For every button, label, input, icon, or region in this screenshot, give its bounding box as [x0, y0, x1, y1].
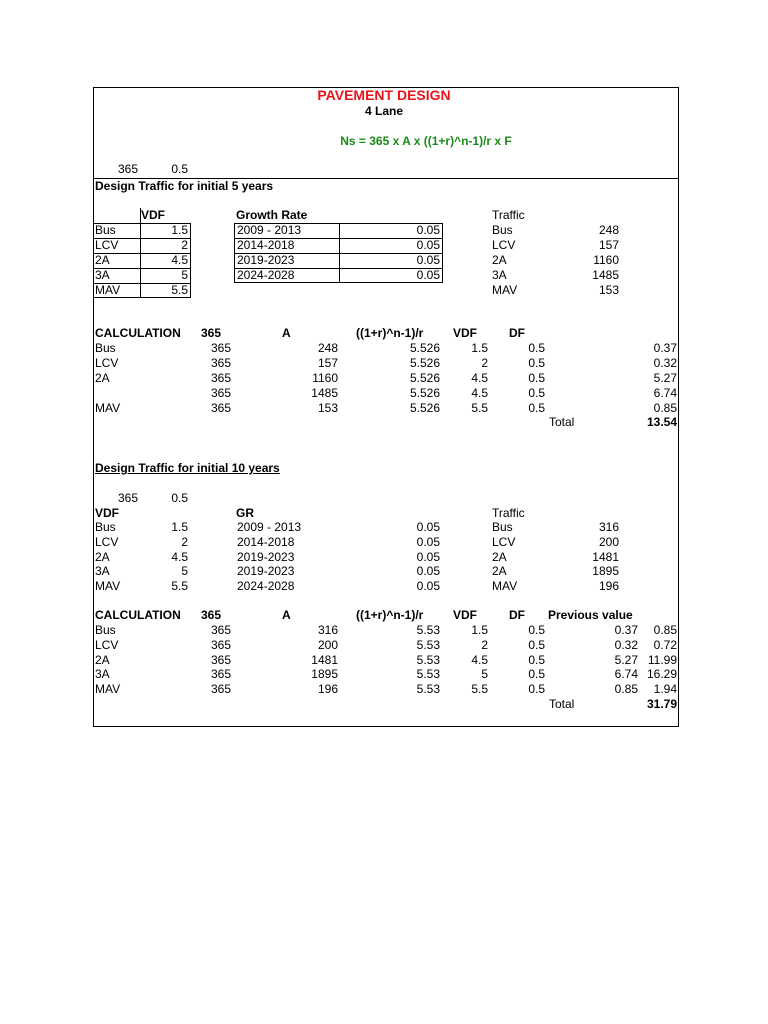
calc-row-vdf: 5.5 — [471, 401, 488, 415]
traffic-value: 1485 — [592, 268, 619, 282]
calc-row-a: 153 — [317, 401, 338, 415]
calc-row-days: 365 — [210, 623, 231, 637]
calc-row-a: 196 — [317, 682, 338, 696]
calc-row-label: 2A — [95, 371, 110, 385]
vdf-value: 4.5 — [171, 550, 188, 564]
vdf-value: 2 — [181, 535, 188, 549]
calc-row-days: 365 — [210, 401, 231, 415]
calc-row-label: Bus — [95, 623, 116, 637]
calc-row-df: 0.5 — [528, 401, 545, 415]
traffic-label: Bus — [492, 223, 513, 237]
calc-header-a: A — [282, 608, 291, 622]
vdf-value: 1.5 — [171, 223, 188, 237]
section-heading-10yr: Design Traffic for initial 10 years — [95, 461, 280, 475]
calc-row-label: LCV — [95, 638, 119, 652]
calc-header-previous-value: Previous value — [548, 608, 633, 622]
vdf-value: 5 — [181, 268, 188, 282]
calc-row-a: 1160 — [312, 371, 338, 385]
vdf-value: 2 — [181, 238, 188, 252]
total-value-5yr: 13.54 — [646, 415, 677, 429]
calc-row-df: 0.5 — [528, 682, 545, 696]
traffic-label: 2A — [492, 253, 507, 267]
header-days-value: 365 — [117, 162, 138, 176]
calc-row-days: 365 — [210, 682, 231, 696]
vdf-header-10yr: VDF — [95, 506, 119, 520]
total-label-10yr: Total — [549, 697, 575, 711]
calc-row-result: 0.85 — [653, 401, 677, 415]
traffic-value: 1481 — [592, 550, 619, 564]
gr-header-10yr: GR — [236, 506, 254, 520]
section-heading-5yr: Design Traffic for initial 5 years — [95, 179, 274, 193]
growth-rate-value: 0.05 — [416, 535, 440, 549]
traffic-header-5yr: Traffic — [492, 208, 525, 222]
calc-row-vdf: 4.5 — [471, 653, 488, 667]
calc-row-factor: 5.526 — [409, 371, 440, 385]
growth-period: 2009 - 2013 — [237, 223, 302, 237]
total-label-5yr: Total — [549, 415, 575, 429]
calc-row-factor: 5.53 — [416, 682, 440, 696]
calc-header-factor: ((1+r)^n-1)/r — [356, 326, 424, 340]
traffic-value: 1160 — [593, 253, 619, 267]
calc-row-days: 365 — [210, 667, 231, 681]
formula-text: Ns = 365 x A x ((1+r)^n-1)/r x F — [340, 134, 512, 148]
traffic-label: 2A — [492, 550, 507, 564]
growth-rate-header-5yr: Growth Rate — [236, 208, 308, 222]
calc-header-a: A — [282, 326, 291, 340]
vdf-header-5yr: VDF — [141, 208, 165, 222]
calc-row-result: 16.29 — [646, 667, 677, 681]
calc-row-previous: 6.74 — [614, 667, 638, 681]
calc-row-factor: 5.53 — [416, 653, 440, 667]
vdf-label: Bus — [95, 520, 116, 534]
calc-row-label: MAV — [95, 682, 121, 696]
calc-header-days: 365 — [201, 326, 222, 340]
calc-row-days: 365 — [210, 386, 231, 400]
calc-row-vdf: 4.5 — [471, 371, 488, 385]
page-subtitle: 4 Lane — [364, 104, 403, 118]
growth-rate-value: 0.05 — [416, 520, 440, 534]
calc-row-a: 248 — [317, 341, 338, 355]
calc-row-factor: 5.526 — [409, 386, 440, 400]
calc-row-result: 0.32 — [653, 356, 677, 370]
calc-row-df: 0.5 — [528, 356, 545, 370]
growth-period: 2019-2023 — [237, 550, 295, 564]
traffic-label: LCV — [492, 535, 516, 549]
calc-row-label: 3A — [95, 667, 110, 681]
calc-row-a: 200 — [317, 638, 338, 652]
traffic-label: MAV — [492, 283, 518, 297]
calc-row-label: Bus — [95, 341, 116, 355]
calc-row-factor: 5.53 — [416, 667, 440, 681]
calc-row-result: 11.99 — [647, 653, 677, 667]
growth-period: 2014-2018 — [237, 535, 295, 549]
vdf-value: 1.5 — [171, 520, 188, 534]
calc-row-factor: 5.526 — [409, 401, 440, 415]
calc-row-previous: 0.32 — [614, 638, 638, 652]
vdf-label: MAV — [95, 579, 121, 593]
growth-rate-value: 0.05 — [416, 550, 440, 564]
calc-row-days: 365 — [210, 371, 231, 385]
calc-row-vdf: 2 — [481, 638, 488, 652]
calc-row-vdf: 1.5 — [471, 623, 488, 637]
calc-row-result: 6.74 — [653, 386, 677, 400]
calc-header-factor: ((1+r)^n-1)/r — [356, 608, 424, 622]
calc-row-result: 0.72 — [653, 638, 677, 652]
s10-days-value: 365 — [117, 491, 138, 505]
traffic-value: 248 — [598, 223, 619, 237]
growth-rate-value: 0.05 — [416, 564, 440, 578]
traffic-label: Bus — [492, 520, 513, 534]
traffic-value: 157 — [598, 238, 619, 252]
calc-row-result: 1.94 — [653, 682, 677, 696]
traffic-value: 200 — [598, 535, 619, 549]
growth-period: 2024-2028 — [237, 579, 295, 593]
traffic-label: MAV — [492, 579, 518, 593]
calc-row-result: 0.37 — [653, 341, 677, 355]
growth-period: 2024-2028 — [237, 268, 295, 282]
calc-row-a: 1485 — [311, 386, 338, 400]
calc-row-days: 365 — [210, 356, 231, 370]
growth-rate-value: 0.05 — [416, 223, 440, 237]
calc-row-a: 316 — [317, 623, 338, 637]
calc-row-a: 157 — [317, 356, 338, 370]
calc-row-days: 365 — [210, 653, 231, 667]
calc-row-previous: 5.27 — [614, 653, 638, 667]
calc-row-days: 365 — [210, 341, 231, 355]
calc-row-vdf: 5 — [481, 667, 488, 681]
growth-period: 2009 - 2013 — [237, 520, 302, 534]
s10-df-value: 0.5 — [171, 491, 188, 505]
vdf-value: 5 — [181, 564, 188, 578]
vdf-label: 2A — [95, 253, 110, 267]
calc-row-label: LCV — [95, 356, 119, 370]
traffic-label: LCV — [492, 238, 516, 252]
calc-row-result: 5.27 — [653, 371, 677, 385]
calc-row-factor: 5.53 — [416, 623, 440, 637]
vdf-label: LCV — [95, 535, 119, 549]
growth-rate-value: 0.05 — [416, 238, 440, 252]
calc-row-df: 0.5 — [528, 341, 545, 355]
calc-row-df: 0.5 — [528, 623, 545, 637]
traffic-value: 196 — [598, 579, 619, 593]
calc-header-days: 365 — [201, 608, 222, 622]
vdf-label: 3A — [95, 268, 110, 282]
growth-rate-value: 0.05 — [416, 253, 440, 267]
vdf-label: MAV — [95, 283, 121, 297]
calc-row-factor: 5.53 — [416, 638, 440, 652]
vdf-label: 2A — [95, 550, 110, 564]
calc-header-label: CALCULATION — [95, 608, 181, 622]
traffic-label: 3A — [492, 268, 507, 282]
traffic-value: 1895 — [592, 564, 619, 578]
calc-row-vdf: 1.5 — [471, 341, 488, 355]
traffic-value: 153 — [598, 283, 619, 297]
growth-period: 2019-2023 — [237, 253, 295, 267]
calc-row-previous: 0.85 — [614, 682, 638, 696]
calc-row-a: 1895 — [311, 667, 338, 681]
vdf-value: 5.5 — [171, 579, 188, 593]
calc-row-days: 365 — [210, 638, 231, 652]
calc-row-vdf: 5.5 — [471, 682, 488, 696]
calc-row-result: 0.85 — [653, 623, 677, 637]
calc-row-vdf: 4.5 — [471, 386, 488, 400]
traffic-value: 316 — [598, 520, 619, 534]
calc-header-df: DF — [509, 326, 525, 340]
calc-row-df: 0.5 — [528, 371, 545, 385]
vdf-value: 4.5 — [171, 253, 188, 267]
page-title: PAVEMENT DESIGN — [317, 87, 451, 103]
calc-header-vdf: VDF — [453, 608, 477, 622]
calc-row-df: 0.5 — [528, 386, 545, 400]
calc-row-df: 0.5 — [528, 638, 545, 652]
vdf-value: 5.5 — [171, 283, 188, 297]
calc-row-a: 1481 — [311, 653, 338, 667]
growth-period: 2019-2023 — [237, 564, 295, 578]
total-value-10yr: 31.79 — [646, 697, 677, 711]
calc-row-previous: 0.37 — [614, 623, 638, 637]
vdf-label: 3A — [95, 564, 110, 578]
calc-row-label: MAV — [95, 401, 121, 415]
calc-header-label: CALCULATION — [95, 326, 181, 340]
calc-row-df: 0.5 — [528, 653, 545, 667]
calc-header-df: DF — [509, 608, 525, 622]
traffic-label: 2A — [492, 564, 507, 578]
calc-row-factor: 5.526 — [409, 341, 440, 355]
calc-row-factor: 5.526 — [409, 356, 440, 370]
traffic-header-10yr: Traffic — [492, 506, 525, 520]
growth-rate-value: 0.05 — [416, 268, 440, 282]
vdf-label: Bus — [95, 223, 116, 237]
header-df-value: 0.5 — [171, 162, 188, 176]
calc-row-vdf: 2 — [481, 356, 488, 370]
calc-row-label: 2A — [95, 653, 110, 667]
calc-row-df: 0.5 — [528, 667, 545, 681]
growth-period: 2014-2018 — [237, 238, 295, 252]
growth-rate-value: 0.05 — [416, 579, 440, 593]
calc-header-vdf: VDF — [453, 326, 477, 340]
vdf-label: LCV — [95, 238, 119, 252]
